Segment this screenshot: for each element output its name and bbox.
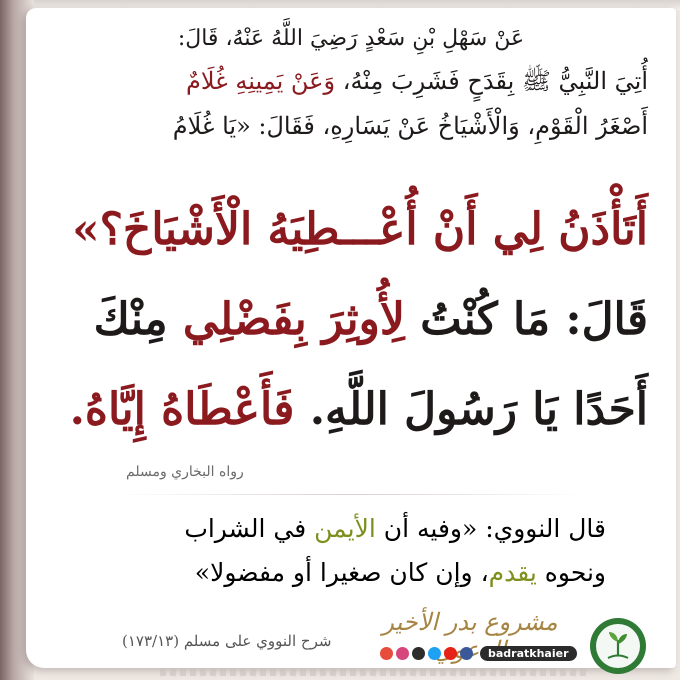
commentary-1-a: قال النووي: «وفيه أن [375,514,606,543]
instagram-icon[interactable] [396,647,409,660]
facebook-icon[interactable] [460,647,473,660]
big-line-1-a: أَتَأْذَنُ [542,204,648,255]
twitter-icon[interactable] [428,647,441,660]
narrator-line: عَنْ سَهْلِ بْنِ سَعْدٍ رَضِيَ اللَّهُ عَنْهُ، قَالَ: [177,26,525,51]
hadith-line-2 [54,66,648,101]
hadith-big-line-1 [54,204,648,255]
commentary-1-highlight: الأيمن [314,514,376,543]
brand-logo-icon [590,618,646,674]
hadith-card [26,8,676,668]
commentary-2-highlight: يقدم [488,558,537,587]
hadith-big-line-2 [54,294,648,345]
commentary-line-1 [184,514,606,543]
social-links [380,646,577,661]
hadith-line-3: أَصْغَرُ الْقَوْمِ، وَالْأَشْيَاخُ عَنْ يَسَارِهِ، فَقَالَ: «يَا غُلَامُ [172,112,648,140]
snapchat-icon[interactable] [412,647,425,660]
footer-strip [160,668,590,676]
youtube-icon[interactable] [444,647,457,660]
big-line-1-highlight: لِي [492,204,543,255]
book-reference: شرح النووي على مسلم (١٧٣/١٣) [122,632,332,650]
sprout-icon [594,622,642,670]
hadith-source: رواه البخاري ومسلم [126,464,244,480]
big-line-2-highlight: لِأُوثِرَ بِفَضْلِي [182,294,405,345]
divider [116,494,586,495]
big-line-2-c: مِنْكَ [93,294,183,345]
brand-calligraphy-logo: مشروع بدر الأخير [382,608,558,636]
big-line-3-highlight: فَأَعْطَاهُ إِيَّاهُ. [69,384,295,435]
telegram-icon[interactable] [380,647,393,660]
big-line-1-c: أَنْ أُعْـــطِيَهُ الْأَشْيَاخَ؟» [72,204,493,255]
hadith-line-2-highlight: وَعَنْ يَمِينِهِ غُلَامٌ [185,67,336,95]
commentary-2-a: ونحوه [536,558,606,587]
big-line-2-a: قَالَ: مَا كُنْتُ [404,294,648,345]
commentary-1-c: في الشراب [184,514,315,543]
hadith-big-line-3 [54,384,648,435]
hadith-line-2-a: أُتِيَ النَّبِيُّ ﷺ بِقَدَحٍ فَشَرِبَ مِنْهُ، [335,67,648,95]
social-handle[interactable]: badratkhaier [480,646,577,661]
commentary-2-c: ، وإن كان صغيرا أو مفضولا» [194,558,489,587]
commentary-line-2 [195,558,606,587]
big-line-3-a: أَحَدًا يَا رَسُولَ اللَّهِ. [294,384,648,435]
